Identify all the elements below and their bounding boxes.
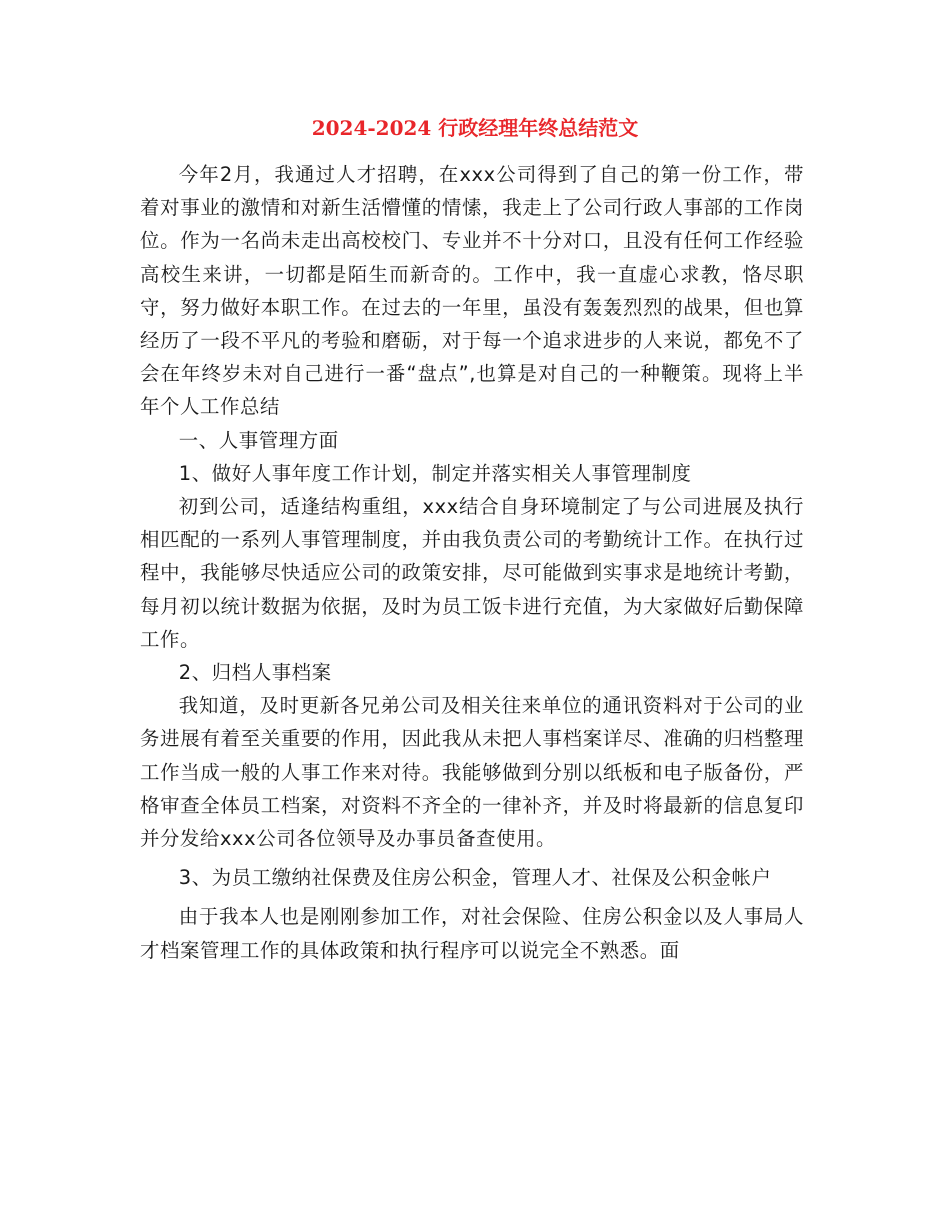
section-heading-hr-management: 一、人事管理方面 [178,428,339,452]
paragraph-attendance: 初到公司，适逢结构重组，xxx结合自身环境制定了与公司进展及执行相匹配的一系列人事管理制度，并由我负责公司的考勤统计工作。在执行过程中，我能够尽快适应公司的政策安排，尽可能做到实事求是地统计考勤，每月初以统计数据为依据，及时为员工饭卡进行充值，为大家做好后勤保障工作。 [140,495,804,651]
document-body [140,158,804,967]
paragraph-archives: 我知道，及时更新各兄弟公司及相关往来单位的通讯资料对于公司的业务进展有着至关重要的作用，因此我从未把人事档案详尽、准确的归档整理工作当成一般的人事工作来对待。我能够做到分别以纸板和电子版备份，严格审查全体员工档案，对资料不齐全的一律补齐，并及时将最新的信息复印并分发给xxx公司各位领导及办事员备查使用。 [140,694,804,851]
document-title: 2024-2024 行政经理年终总结范文 [311,116,639,140]
subheading-social-insurance: 3、为员工缴纳社保费及住房公积金，管理人才、社保及公积金帐户 [178,866,772,890]
paragraph-social-insurance: 由于我本人也是刚刚参加工作，对社会保险、住房公积金以及人事局人才档案管理工作的具体政策和执行程序可以说完全不熟悉。面 [140,905,804,962]
subheading-archives: 2、归档人事档案 [178,661,332,685]
subheading-annual-plan: 1、做好人事年度工作计划，制定并落实相关人事管理制度 [178,461,692,485]
paragraph-intro: 今年2月，我通过人才招聘，在xxx公司得到了自己的第一份工作，带着对事业的激情和对新生活懵懂的情愫，我走上了公司行政人事部的工作岗位。作为一名尚未走出高校校门、专业并不十分对口，且没有任何工作经验高校生来讲，一切都是陌生而新奇的。工作中，我一直虚心求教，恪尽职守，努力做好本职工作。在过去的一年里，虽没有轰轰烈烈的战果，但也算经历了一段不平凡的考验和磨砺，对于每一个追求进步的人来说，都免不了会在年终岁未对自己进行一番“盘点”,也算是对自己的一种鞭策。现将上半年个人工作总结 [140,163,804,419]
